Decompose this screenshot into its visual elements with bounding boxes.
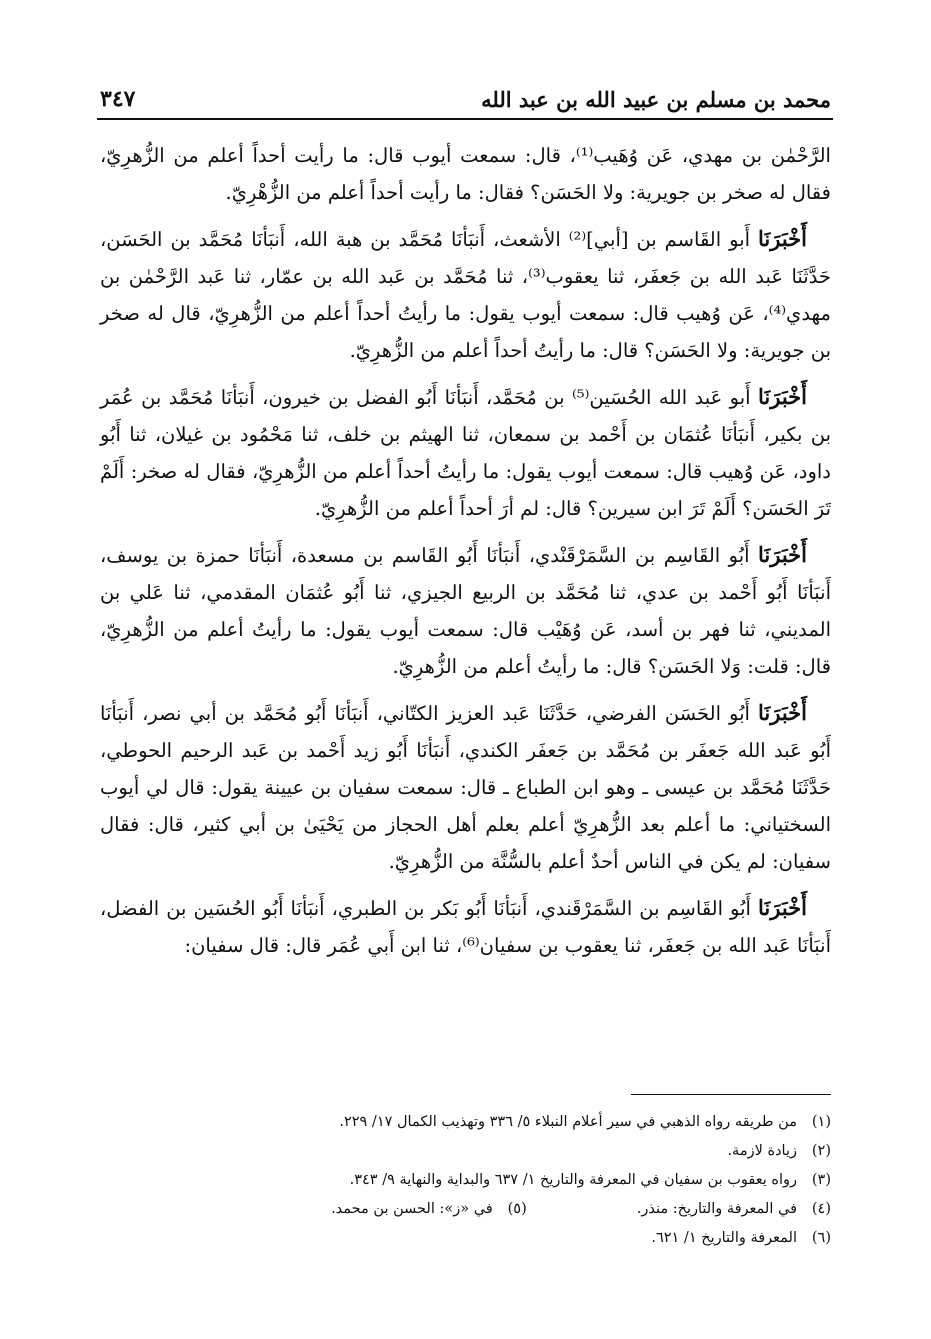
footnote-number: (٦) — [811, 1230, 831, 1246]
paragraph-text: أَبُو الحَسَن الفرضي، حَدَّثَنَا عَبد العزيز الكتّاني، أَنبَأنَا أَبُو مُحَمَّد بن أبي نصر، أَنبَأنَا أَبُو عَبد الله جَعفَر بن مُحَمَّد بن جَعفَر الكندي، أَنبَأنَا أَبُو زيد أَحْمد بن عَبد الرحيم الحوطي، حَدَّثَنَا مُحَمَّد بن عيسى ـ وهو ابن الطباع ـ قال: سمعت سفيان بن عيينة يقول: قال لي أيوب السختياني: ما أعلم بعد الزُّهرِيّ أعلم بعلم أهل الحجاز من يَحْيَىٰ بن أبي كثير، قال: فقال سفيان: لم يكن في الناس أحدٌ أعلم بالسُّنَّة من الزُّهرِيّ. — [100, 702, 831, 873]
footnote-row — [100, 1195, 831, 1224]
paragraph — [100, 220, 831, 369]
footnote-number: (١) — [811, 1114, 831, 1130]
footnote-number: (٣) — [811, 1172, 831, 1188]
paragraph — [100, 889, 831, 964]
footnote-text: المعرفة والتاريخ ١/ ٦٢١. — [651, 1230, 797, 1246]
footnote-text: رواه يعقوب بن سفيان في المعرفة والتاريخ ١/ ٦٣٧ والبداية والنهاية ٩/ ٣٤٣. — [349, 1172, 797, 1188]
footnotes — [100, 1108, 831, 1253]
paragraph-text: أَبُو القَاسِم بن السَّمَرْقَندي، أَنبَأنَا أَبُو بَكر بن الطبري، أَنبَأنَا أَبُو الحُسَين بن الفضل، أَنبَأنَا عَبد الله بن جَعفَر، ثنا يعقوب بن سفيان⁽⁶⁾، ثنا ابن أَبي عُمَر قال: قال سفيان: — [100, 897, 831, 957]
footnote-text: من طريقه رواه الذهبي في سير أعلام النبلاء ٥/ ٣٣٦ وتهذيب الكمال ١٧/ ٢٢٩. — [339, 1114, 797, 1130]
body-text — [100, 136, 831, 973]
footnote — [331, 1195, 527, 1224]
page-number: ٣٤٧ — [100, 86, 136, 112]
paragraph-text: أَبو عَبد الله الحُسَين⁽⁵⁾ بن مُحَمَّد، أَنبَأنَا أَبُو الفضل بن خيرون، أَنبَأنَا مُحَمَّد بن عُمَر بن بكير، أَنبَأنَا عُثمَان بن أَحْمد بن سمعان، ثنا الهيثم بن خلف، ثنا مَحْمُود بن غيلان، ثنا أَبُو داود، عَن وُهيب قال: سمعت أيوب يقول: ما رأيتُ أحداً أعلم من الزُّهرِيّ، فقال له صخر: أَلَمْ تَرَ الحَسَن؟ أَلَمْ تَرَ ابن سيرين؟ قال: لم أرَ أحداً أعلم من الزُّهرِيّ. — [100, 386, 831, 520]
footnote-number: (٢) — [811, 1143, 831, 1159]
header-rule — [97, 118, 833, 120]
paragraph-text: أَبُو القَاسِم بن السَّمَرْقَنْدي، أَنبَأنَا أَبُو القَاسم بن مسعدة، أَنبَأنَا حمزة بن يوسف، أَنبَأنَا أَبُو أَحْمد بن عدي، ثنا مُحَمَّد بن الربيع الجيزي، ثنا أَبُو عُثمَان المقدمي، ثنا عَلي بن المديني، ثنا فهر بن أسد، عَن وُهَيْب قال: سمعت أيوب يقول: ما رأيتُ أعلم من الزُّهرِيّ، قال: قلت: وَلا الحَسَن؟ قال: ما رأيتُ أعلم من الزُّهرِيّ. — [100, 544, 831, 678]
running-title: محمد بن مسلم بن عبيد الله بن عبد الله — [481, 87, 831, 112]
footnote — [100, 1224, 831, 1253]
paragraph-text: أَبو القَاسم بن [أبي]⁽²⁾ الأشعث، أَنبَأنَا مُحَمَّد بن هبة الله، أَنبَأنَا مُحَمَّد بن الحَسَن، حَدَّثَنَا عَبد الله بن جَعفَر، ثنا يعقوب⁽³⁾، ثنا مُحَمَّد بن عَبد الله بن عمّار، ثنا عَبد الرَّحْمٰن بن مهدي⁽⁴⁾، عَن وُهيب قال: سمعت أيوب يقول: ما رأيتُ أحداً أعلم من الزُّهرِيّ، قال له صخر بن جويرية: ولا الحَسَن؟ قال: ما رأيتُ أحداً أعلم من الزُّهرِيّ. — [100, 228, 831, 362]
paragraph-keyword: أَخْبَرَنَا — [758, 226, 807, 251]
paragraph — [100, 378, 831, 527]
footnote — [637, 1195, 831, 1224]
paragraph-keyword: أَخْبَرَنَا — [758, 895, 807, 920]
footnote-text: في المعرفة والتاريخ: منذر. — [636, 1201, 797, 1217]
paragraph — [100, 136, 831, 211]
paragraph-keyword: أَخْبَرَنَا — [758, 384, 807, 409]
page-header — [100, 72, 831, 112]
footnote — [100, 1137, 831, 1166]
paragraph-keyword: أَخْبَرَنَا — [758, 700, 807, 725]
footnote-text: في «ز»: الحسن بن محمد. — [331, 1201, 493, 1217]
paragraph-text: الرَّحْمٰن بن مهدي، عَن وُهَيب⁽¹⁾، قال: سمعت أيوب قال: ما رأيت أحداً أعلم من الزُّهرِيّ، فقال له صخر بن جويرية: ولا الحَسَن؟ فقال: ما رأيت أحداً أعلم من الزُّهْرِيّ. — [100, 144, 831, 204]
footnote-number: (٤) — [811, 1201, 831, 1217]
footnote — [100, 1166, 831, 1195]
paragraph-keyword: أَخْبَرَنَا — [758, 542, 807, 567]
footnote-rule — [631, 1094, 831, 1095]
footnote-number: (٥) — [507, 1201, 527, 1217]
paragraph — [100, 536, 831, 685]
footnote-text: زيادة لازمة. — [727, 1143, 797, 1159]
paragraph — [100, 694, 831, 880]
footnote — [100, 1108, 831, 1137]
